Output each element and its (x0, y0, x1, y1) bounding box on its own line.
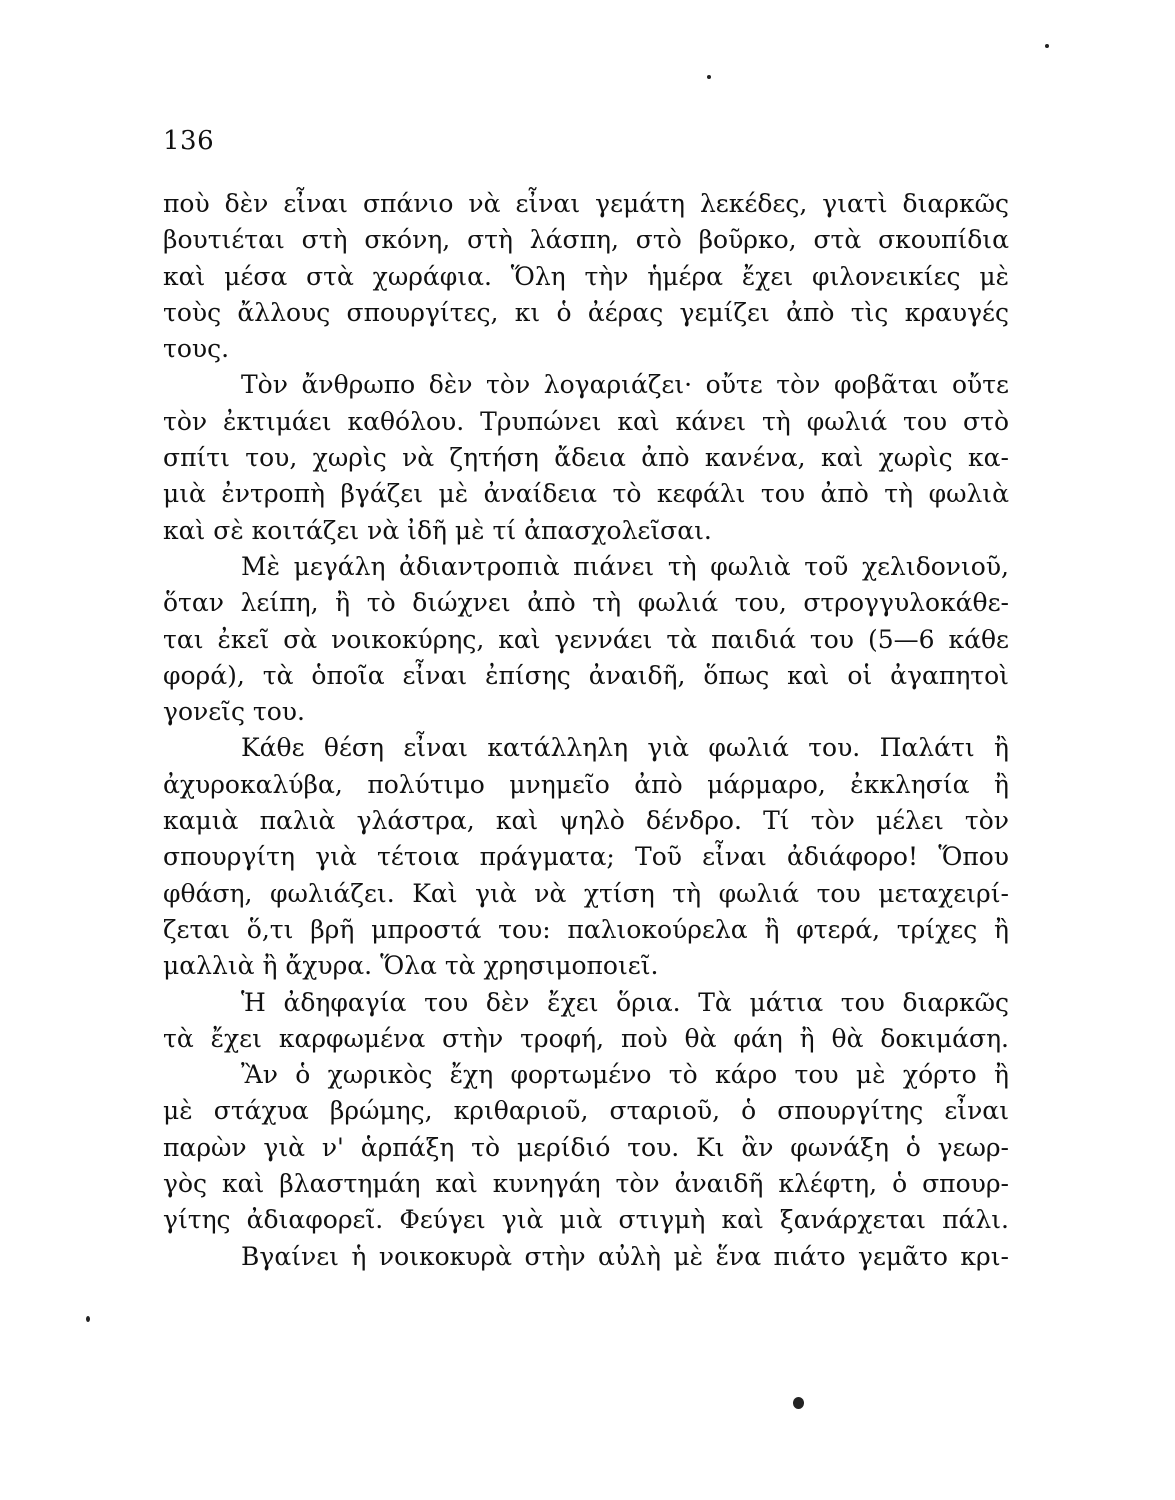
ink-blot (793, 1397, 804, 1409)
ink-speck (86, 1316, 90, 1322)
paragraph-6 (163, 1057, 1009, 1238)
ink-speck (707, 75, 711, 79)
text-line: γὸς καὶ βλαστημάη καὶ κυνηγάη τὸν ἀναιδῆ κλέφτη, ὁ σπουρ- (163, 1169, 1009, 1199)
text-line: Βγαίνει ἡ νοικοκυρὰ στὴν αὐλὴ μὲ ἕνα πιάτο γεμᾶτο κρι- (241, 1241, 1009, 1271)
text-line: τὰ ἔχει καρφωμένα στὴν τροφή, ποὺ θὰ φάη ἢ θὰ δοκιμάση. (163, 1023, 1009, 1053)
paragraph-7 (163, 1239, 1009, 1275)
text-line: μὲ στάχυα βρώμης, κριθαριοῦ, σταριοῦ, ὁ σπουργίτης εἶναι (163, 1096, 1009, 1126)
text-line: ἀχυροκαλύβα, πολύτιμο μνημεῖο ἀπὸ μάρμαρο, ἐκκλησία ἢ (163, 769, 1009, 799)
text-line: φθάση, φωλιάζει. Καὶ γιὰ νὰ χτίση τὴ φωλιά του μεταχειρί- (163, 878, 1009, 908)
text-line: καμιὰ παλιὰ γλάστρα, καὶ ψηλὸ δένδρο. Τί τὸν μέλει τὸν (163, 806, 1009, 836)
text-line: σπίτι του, χωρὶς νὰ ζητήση ἄδεια ἀπὸ κανένα, καὶ χωρὶς κα- (163, 443, 1009, 473)
body-text (163, 186, 1009, 1275)
text-line: ποὺ δὲν εἶναι σπάνιο νὰ εἶναι γεμάτη λεκέδες, γιατὶ διαρκῶς (163, 189, 1009, 218)
text-line: τους. (163, 334, 230, 364)
paragraph-3 (163, 549, 1009, 730)
text-line: ται ἐκεῖ σὰ νοικοκύρης, καὶ γεννάει τὰ παιδιά του (5—6 κάθε (163, 624, 1009, 654)
text-line: Ἂν ὁ χωρικὸς ἔχη φορτωμένο τὸ κάρο του μὲ χόρτο ἢ (241, 1060, 1009, 1090)
text-line: σπουργίτη γιὰ τέτοια πράγματα; Τοῦ εἶναι ἀδιάφορο! Ὅπου (163, 842, 1009, 872)
text-line: Μὲ μεγάλη ἀδιαντροπιὰ πιάνει τὴ φωλιὰ τοῦ χελιδονιοῦ, (241, 551, 1009, 581)
text-line: γίτης ἀδιαφορεῖ. Φεύγει γιὰ μιὰ στιγμὴ καὶ ξανάρχεται πάλι. (163, 1205, 1009, 1235)
text-line: γονεῖς του. (163, 697, 305, 727)
paragraph-2 (163, 367, 1009, 548)
page-number: 136 (163, 126, 215, 156)
text-line: καὶ μέσα στὰ χωράφια. Ὅλη τὴν ἡμέρα ἔχει φιλονεικίες μὲ (163, 261, 1009, 291)
text-line: Ἡ ἀδηφαγία του δὲν ἔχει ὅρια. Τὰ μάτια του διαρκῶς (241, 987, 1009, 1017)
text-line: τὸν ἐκτιμάει καθόλου. Τρυπώνει καὶ κάνει τὴ φωλιά του στὸ (163, 406, 1009, 436)
paragraph-5 (163, 985, 1009, 1058)
text-line: μιὰ ἐντροπὴ βγάζει μὲ ἀναίδεια τὸ κεφάλι του ἀπὸ τὴ φωλιὰ (163, 479, 1009, 509)
text-line: βουτιέται στὴ σκόνη, στὴ λάσπη, στὸ βοῦρκο, στὰ σκουπίδια (163, 225, 1009, 255)
text-line: παρὼν γιὰ ν' ἁρπάξη τὸ μερίδιό του. Κι ἂν φωνάξη ὁ γεωρ- (163, 1132, 1009, 1162)
text-line: καὶ σὲ κοιτάζει νὰ ἰδῆ μὲ τί ἀπασχολεῖσαι. (163, 515, 712, 545)
text-line: ζεται ὅ,τι βρῆ μπροστά του: παλιοκούρελα ἢ φτερά, τρίχες ἢ (163, 914, 1009, 944)
text-line: ὅταν λείπη, ἢ τὸ διώχνει ἀπὸ τὴ φωλιά του, στρογγυλοκάθε- (163, 588, 1009, 618)
text-line: Τὸν ἄνθρωπο δὲν τὸν λογαριάζει· οὔτε τὸν φοβᾶται οὔτε (241, 370, 1009, 400)
text-line: τοὺς ἄλλους σπουργίτες, κι ὁ ἀέρας γεμίζει ἀπὸ τὶς κραυγές (163, 297, 1009, 327)
paragraph-1 (163, 186, 1009, 367)
ink-speck (1045, 44, 1049, 48)
text-line: Κάθε θέση εἶναι κατάλληλη γιὰ φωλιά του. Παλάτι ἢ (241, 733, 1009, 763)
text-line: φορά), τὰ ὁποῖα εἶναι ἐπίσης ἀναιδῆ, ὅπως καὶ οἱ ἀγαπητοὶ (163, 660, 1009, 690)
text-line: μαλλιὰ ἢ ἄχυρα. Ὅλα τὰ χρησιμοποιεῖ. (163, 951, 659, 981)
paragraph-4 (163, 730, 1009, 984)
